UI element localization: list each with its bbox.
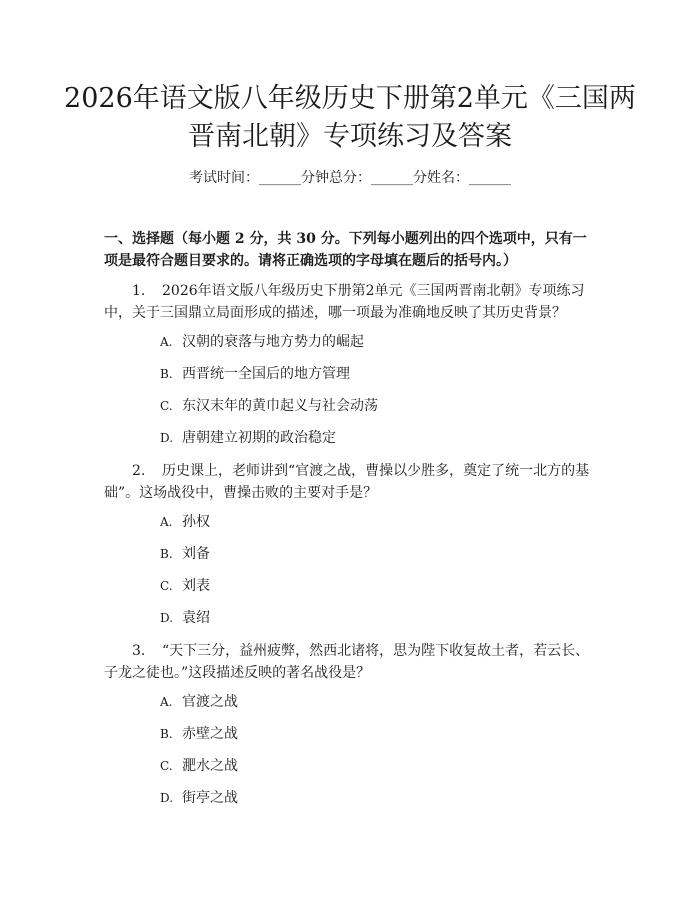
option-text: 袁绍 xyxy=(182,610,210,626)
question-1-option-c xyxy=(160,395,600,417)
question-3-option-a xyxy=(160,691,600,713)
question-number: 2. xyxy=(132,463,146,479)
option-text: 官渡之战 xyxy=(182,694,238,710)
option-letter: B. xyxy=(160,547,173,561)
page-title: 2026年语文版八年级历史下册第2单元《三国两晋南北朝》专项练习及答案 xyxy=(64,83,636,152)
question-3 xyxy=(104,640,600,684)
option-text: 孙权 xyxy=(182,514,210,530)
option-letter: C. xyxy=(160,399,173,413)
question-2-option-c xyxy=(160,575,600,597)
question-1-option-d xyxy=(160,427,600,449)
question-2-option-d xyxy=(160,607,600,629)
section-heading: 一、选择题（每小题 2 分，共 30 分。下列每小题列出的四个选项中，只有一项是最符合题目要求的。请将正确选项的字母填在题后的括号内。） xyxy=(104,231,587,269)
question-1-option-b xyxy=(160,363,600,385)
option-text: 淝水之战 xyxy=(182,758,238,774)
question-2-option-b xyxy=(160,543,600,565)
question-text: 2026年语文版八年级历史下册第2单元《三国两晋南北朝》专项练习中，关于三国鼎立局面形成的描述，哪一项最为准确地反映了其历史背景？ xyxy=(104,283,585,321)
option-letter: A. xyxy=(160,335,173,349)
option-text: 赤壁之战 xyxy=(182,726,238,742)
question-number: 1. xyxy=(132,283,146,299)
exam-meta xyxy=(0,168,700,188)
option-letter: B. xyxy=(160,727,173,741)
question-text: 历史课上，老师讲到“官渡之战，曹操以少胜多，奠定了统一北方的基础”。这场战役中，曹操击败的主要对手是？ xyxy=(104,463,590,501)
option-text: 东汉末年的黄巾起义与社会动荡 xyxy=(182,398,378,414)
option-letter: D. xyxy=(160,611,174,625)
option-text: 汉朝的衰落与地方势力的崛起 xyxy=(182,334,364,350)
option-letter: B. xyxy=(160,367,173,381)
question-3-option-d xyxy=(160,787,600,809)
question-number: 3. xyxy=(132,643,146,659)
question-3-option-b xyxy=(160,723,600,745)
question-3-option-c xyxy=(160,755,600,777)
student-name-field: 姓名：______ xyxy=(427,170,511,186)
total-score-field: 总分：______分 xyxy=(329,170,427,186)
exam-time-field: 考试时间：______分钟 xyxy=(189,170,329,186)
question-text: “天下三分，益州疲弊，然西北诸将，思为陛下收复故土者，若云长、子龙之徒也。”这段描述反映的著名战役是？ xyxy=(104,643,590,681)
option-text: 唐朝建立初期的政治稳定 xyxy=(182,430,336,446)
option-letter: D. xyxy=(160,431,174,445)
question-1-option-a xyxy=(160,331,600,353)
question-2-option-a xyxy=(160,511,600,533)
option-letter: A. xyxy=(160,695,173,709)
option-letter: C. xyxy=(160,759,173,773)
option-text: 街亭之战 xyxy=(182,790,238,806)
option-text: 刘表 xyxy=(182,578,210,594)
option-letter: A. xyxy=(160,515,173,529)
question-1 xyxy=(104,280,600,324)
option-letter: C. xyxy=(160,579,173,593)
option-text: 刘备 xyxy=(182,546,210,562)
option-letter: D. xyxy=(160,791,174,805)
option-text: 西晋统一全国后的地方管理 xyxy=(182,366,350,382)
question-2 xyxy=(104,460,600,504)
